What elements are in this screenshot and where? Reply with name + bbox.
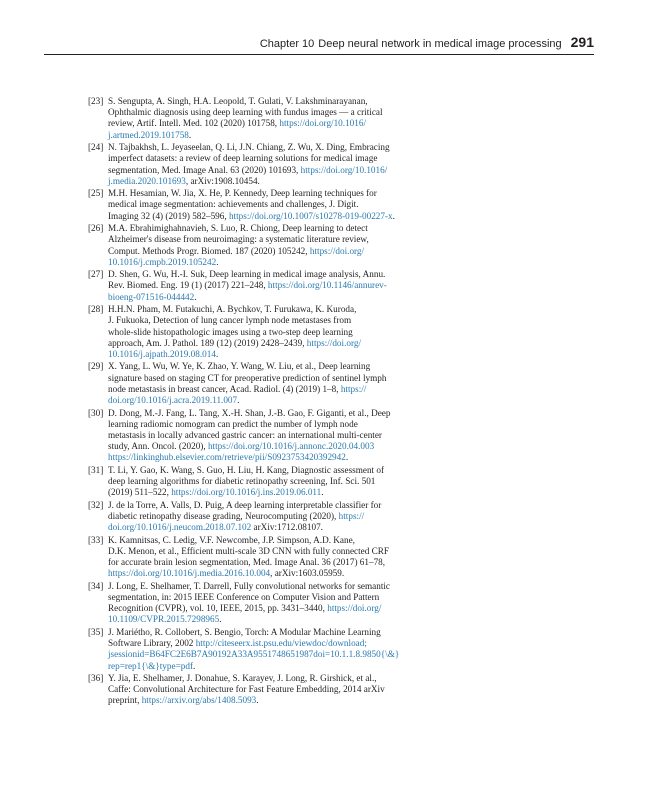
reference-number: [25] [88, 188, 104, 199]
reference-line [108, 592, 446, 603]
doi-link[interactable]: 10.1016/j.ajpath.2019.08.014 [108, 348, 216, 359]
doi-link[interactable]: http://citeseerx.ist.psu.edu/viewdoc/download; [195, 638, 367, 649]
reference-text: study, Ann. Oncol. (2020), [108, 441, 208, 452]
chapter-title: Deep neural network in medical image processing [318, 38, 562, 50]
reference-line [108, 408, 446, 419]
reference-line [108, 142, 446, 153]
reference-text: D. Dong, M.-J. Fang, L. Tang, X.-H. Shan, J.-B. Gao, F. Giganti, et al., Deep [108, 407, 391, 418]
reference-line [108, 511, 446, 522]
reference-text: K. Kamnitsas, C. Ledig, V.F. Newcombe, J.P. Simpson, A.D. Kane, [108, 534, 355, 545]
reference-line [108, 361, 446, 372]
reference-line [108, 118, 446, 129]
doi-link[interactable]: https://doi.org/ [306, 337, 361, 348]
reference-number: [32] [88, 499, 104, 510]
reference-line [108, 661, 446, 672]
doi-link[interactable]: https://doi.org/10.1016/j.ins.2019.06.011 [171, 487, 322, 498]
reference-line [108, 419, 446, 430]
reference-number: [30] [88, 407, 104, 418]
reference-line [108, 476, 446, 487]
doi-link[interactable]: https:// [338, 510, 365, 521]
reference-entry [86, 269, 446, 303]
reference-number: [31] [88, 464, 104, 475]
reference-line [108, 373, 446, 384]
reference-number: [34] [88, 580, 104, 591]
reference-text: Caffe: Convolutional Architecture for Fast Feature Embedding, 2014 arXiv [108, 684, 385, 695]
reference-text: node metastasis in breast cancer, Acad. Radiol. (4) (2019) 1–8, [108, 383, 341, 394]
reference-text: preprint, [108, 695, 142, 706]
reference-entry [86, 500, 446, 534]
reference-line [108, 638, 446, 649]
reference-text: J. Fukuoka, Detection of lung cancer lymph node metastases from [108, 315, 352, 326]
reference-entry [86, 581, 446, 626]
reference-text: . [194, 291, 197, 302]
reference-line [108, 430, 446, 441]
doi-link[interactable]: doi.org/10.1016/j.neucom.2018.07.102 [108, 522, 252, 533]
reference-list [86, 96, 446, 708]
reference-line [108, 188, 446, 199]
reference-text: . [188, 129, 192, 140]
reference-line [108, 234, 446, 245]
reference-text: Rev. Biomed. Eng. 19 (1) (2017) 221–248, [108, 280, 268, 291]
reference-number: [23] [88, 96, 104, 106]
reference-line [108, 327, 446, 338]
reference-text: diabetic retinopathy disease grading, Neurocomputing (2020), [108, 510, 339, 521]
doi-link[interactable]: bioeng-071516-044442 [108, 291, 195, 302]
reference-line [108, 315, 446, 326]
doi-link[interactable]: rep=rep1{\&}type=pdf [108, 660, 194, 671]
doi-link[interactable]: https://doi.org/10.1016/ [300, 164, 388, 175]
reference-line [108, 211, 446, 222]
reference-text: X. Yang, L. Wu, W. Ye, K. Zhao, Y. Wang, W. Liu, et al., Deep learning [108, 361, 371, 372]
reference-entry [86, 627, 446, 672]
doi-link[interactable]: 10.1016/j.cmpb.2019.105242 [108, 256, 217, 267]
reference-text: approach, Am. J. Pathol. 189 (12) (2019) 2428–2439, [108, 337, 307, 348]
reference-text: learning radiomic nomogram can predict the number of lymph node [108, 418, 358, 429]
reference-text: D. Shen, G. Wu, H.-I. Suk, Deep learning in medical image analysis, Annu. [108, 269, 386, 280]
reference-number: [33] [88, 534, 104, 545]
reference-line [108, 627, 446, 638]
doi-link[interactable]: https://linkinghub.elsevier.com/retrieve/pii/S0923753420392942 [108, 452, 346, 463]
reference-text: segmentation, in: 2015 IEEE Conference on Computer Vision and Pattern [108, 592, 380, 602]
reference-number: [26] [88, 223, 104, 234]
reference-number: [35] [88, 626, 104, 637]
reference-line [108, 673, 446, 684]
reference-text: . [345, 452, 349, 463]
reference-line [108, 246, 446, 257]
reference-line [108, 96, 446, 107]
reference-line [108, 546, 446, 557]
reference-text: , arXiv:1908.10454. [185, 175, 260, 186]
reference-line [108, 176, 446, 187]
reference-entry [86, 223, 446, 268]
reference-entry [86, 361, 446, 406]
reference-line [108, 465, 446, 476]
reference-line [108, 500, 446, 511]
reference-text: D.K. Menon, et al., Efficient multi-scale 3D CNN with fully connected CRF [108, 545, 390, 556]
running-header [260, 34, 594, 50]
reference-number: [27] [88, 269, 104, 280]
reference-text: . [216, 256, 219, 267]
reference-text: Imaging 32 (4) (2019) 582–596, [108, 210, 229, 221]
reference-line [108, 603, 446, 614]
doi-link[interactable]: j.media.2020.101693 [108, 175, 186, 186]
reference-line [108, 165, 446, 176]
reference-line [108, 269, 446, 280]
reference-text: N. Tajbakhsh, L. Jeyaseelan, Q. Li, J.N. Chiang, Z. Wu, X. Ding, Embracing [108, 142, 390, 153]
doi-link[interactable]: https:// [340, 383, 367, 394]
chapter-label: Chapter 10 [259, 38, 315, 50]
doi-link[interactable]: https://doi.org/ [327, 603, 382, 614]
reference-line [108, 452, 446, 463]
reference-line [108, 280, 446, 291]
reference-text: . [219, 614, 222, 625]
reference-line [108, 153, 446, 164]
reference-text: arXiv:1712.08107. [251, 522, 323, 533]
reference-line [108, 649, 446, 660]
reference-line [108, 684, 446, 695]
reference-line [108, 395, 446, 406]
reference-entry [86, 304, 446, 360]
reference-entry [86, 465, 446, 499]
reference-line [108, 107, 446, 118]
reference-line [108, 338, 446, 349]
reference-text: T. Li, Y. Gao, K. Wang, S. Guo, H. Liu, H. Kang, Diagnostic assessment of [108, 464, 385, 475]
reference-text: (2019) 511–522, [108, 487, 172, 498]
reference-entry [86, 188, 446, 222]
reference-number: [36] [88, 673, 104, 684]
reference-text: deep learning algorithms for diabetic retinopathy screening, Inf. Sci. 501 [108, 476, 376, 487]
reference-line [108, 535, 446, 546]
doi-link[interactable]: https://doi.org/10.1016/j.annonc.2020.04.003 [207, 441, 375, 452]
reference-text: . [256, 695, 259, 706]
reference-text: Software Library, 2002 [108, 638, 196, 649]
reference-entry [86, 535, 446, 580]
reference-text: . [392, 210, 395, 221]
reference-line [108, 487, 446, 498]
reference-text: Comput. Methods Progr. Biomed. 187 (2020) 105242, [108, 245, 310, 256]
doi-link[interactable]: https://doi.org/ [309, 245, 365, 256]
reference-line [108, 695, 446, 706]
reference-text: metastasis in locally advanced gastric cancer: an international multi-center [108, 429, 382, 440]
reference-text: , arXiv:1603.05959. [270, 568, 345, 579]
reference-line [108, 349, 446, 360]
reference-entry [86, 96, 446, 141]
reference-text: Ophthalmic diagnosis using deep learning with fundus images — a critical [108, 107, 383, 118]
reference-line [108, 223, 446, 234]
reference-number: [24] [88, 142, 104, 153]
reference-text: Recognition (CVPR), vol. 10, IEEE, 2015, pp. 3431–3440, [108, 603, 328, 614]
reference-line [108, 304, 446, 315]
reference-line [108, 522, 446, 533]
reference-text: . [193, 660, 196, 671]
doi-link[interactable]: https://doi.org/10.1016/j.media.2016.10.004 [108, 568, 271, 579]
header-rule [44, 54, 594, 55]
reference-entry [86, 673, 446, 707]
reference-text: J. Long, E. Shelhamer, T. Darrell, Fully convolutional networks for semantic [108, 580, 391, 591]
reference-text: M.H. Hesamian, W. Jia, X. He, P. Kennedy, Deep learning techniques for [108, 188, 377, 199]
reference-entry [86, 408, 446, 464]
reference-text: signature based on staging CT for preoperative prediction of sentinel lymph [108, 372, 387, 383]
reference-text: for accurate brain lesion segmentation, Med. Image Anal. 36 (2017) 61–78, [108, 557, 386, 568]
reference-text: segmentation, Med. Image Anal. 63 (2020) 101693, [108, 164, 301, 175]
reference-line [108, 581, 446, 592]
doi-link[interactable]: j.artmed.2019.101758 [108, 129, 189, 140]
doi-link[interactable]: https://doi.org/10.1007/s10278-019-00227-x [228, 210, 393, 221]
reference-text: medical image segmentation: achievements and challenges, J. Digit. [108, 199, 359, 210]
page-number: 291 [570, 34, 594, 50]
reference-line [108, 130, 446, 141]
reference-text: imperfect datasets: a review of deep learning solutions for medical image [108, 153, 378, 164]
reference-text: Alzheimer's disease from neuroimaging: a systematic literature review, [108, 234, 369, 245]
doi-link[interactable]: https://doi.org/10.1146/annurev- [267, 280, 387, 291]
doi-link[interactable]: https://doi.org/10.1016/ [279, 118, 366, 129]
reference-line [108, 257, 446, 268]
reference-text: J. de la Torre, A. Valls, D. Puig, A deep learning interpretable classifier for [108, 499, 382, 510]
reference-number: [29] [88, 361, 104, 372]
reference-entry [86, 142, 446, 187]
doi-link[interactable]: doi.org/10.1016/j.acra.2019.11.007 [108, 395, 238, 406]
reference-line [108, 384, 446, 395]
reference-line [108, 614, 446, 625]
reference-text: H.H.N. Pham, M. Futakuchi, A. Bychkov, T. Furukawa, K. Kuroda, [108, 304, 357, 315]
reference-line [108, 441, 446, 452]
doi-link[interactable]: jsessionid=B64FC2E6B7A90192A33A9551748651987doi=10.1.1.8.9850{\&} [108, 649, 400, 660]
doi-link[interactable]: https://arxiv.org/abs/1408.5093 [141, 695, 257, 706]
reference-line [108, 292, 446, 303]
reference-text: . [237, 395, 240, 406]
reference-text: . [215, 348, 219, 359]
reference-line [108, 568, 446, 579]
reference-number: [28] [88, 304, 104, 315]
reference-text: . [321, 487, 324, 498]
reference-line [108, 199, 446, 210]
reference-text: S. Sengupta, A. Singh, H.A. Leopold, T. Gulati, V. Lakshminarayanan, [108, 96, 368, 106]
reference-text: J. Mariétho, R. Collobert, S. Bengio, Torch: A Modular Machine Learning [108, 626, 381, 637]
reference-line [108, 557, 446, 568]
reference-text: review, Artif. Intell. Med. 102 (2020) 101758, [108, 118, 280, 129]
reference-text: M.A. Ebrahimighahnavieh, S. Luo, R. Chiong, Deep learning to detect [108, 223, 368, 234]
reference-text: Y. Jia, E. Shelhamer, J. Donahue, S. Karayev, J. Long, R. Girshick, et al., [108, 673, 377, 684]
doi-link[interactable]: 10.1109/CVPR.2015.7298965 [108, 614, 220, 625]
reference-text: whole-slide histopathologic images using a two-step deep learning [108, 326, 353, 337]
